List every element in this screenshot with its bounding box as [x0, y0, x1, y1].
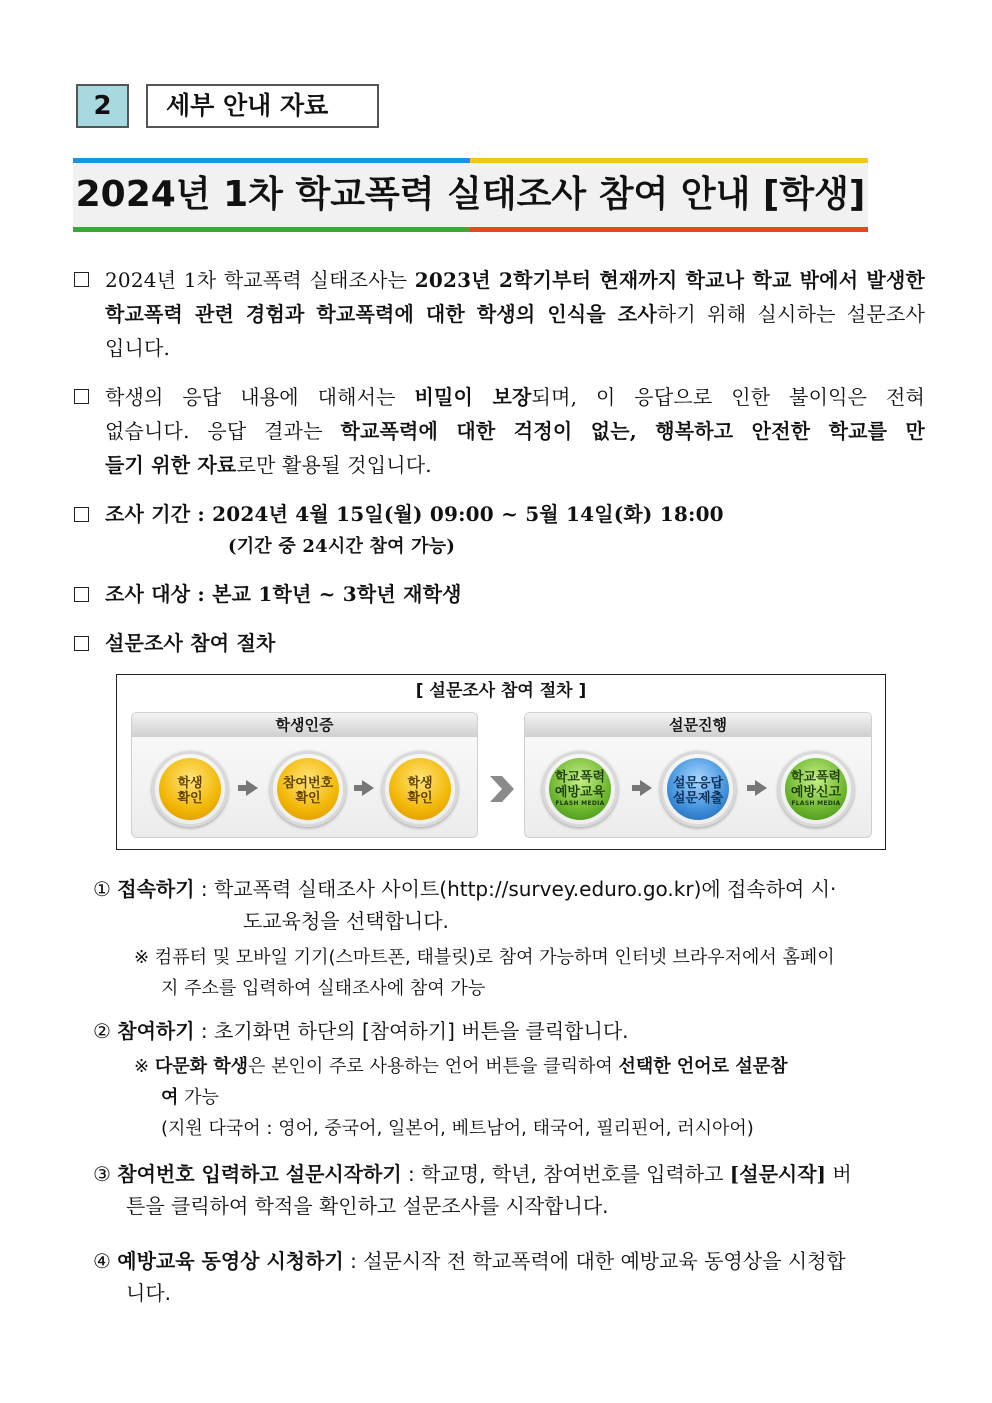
item-1-note: ※ 컴퓨터 및 모바일 기기(스마트폰, 태블릿)로 참여 가능하며 인터넷 브라우저에서 홈페이 지 주소를 입력하여 실태조사에 참여 가능	[134, 947, 835, 999]
item-1: ① 접속하기 : 학교폭력 실태조사 사이트(http://survey.eduro.go.kr)에 접속하여 시· 도교육청을 선택합니다.	[93, 877, 837, 933]
item-4: ④ 예방교육 동영상 시청하기 : 설문시작 전 학교폭력에 대한 예방교육 동영상을 시청합 니다.	[93, 1249, 846, 1305]
arrow-right-icon	[246, 780, 258, 796]
panel-heading: 설문진행	[525, 713, 871, 737]
step-student-confirm: 학생 확인	[382, 751, 458, 827]
title-bottom-bar	[73, 227, 868, 232]
chevron-right-icon	[486, 774, 516, 804]
survey-period-note: (기간 중 24시간 참여 가능)	[228, 536, 456, 557]
item-2: ② 참여하기 : 초기화면 하단의 [참여하기] 버튼을 클릭합니다.	[93, 1019, 629, 1043]
bullet-square-icon	[74, 636, 89, 651]
item-3: ③ 참여번호 입력하고 설문시작하기 : 학교명, 학년, 참여번호를 입력하고 [설문시작] 버 튼을 클릭하여 학적을 확인하고 설문조사를 시작합니다.	[93, 1162, 852, 1218]
bullet-1: 2024년 1차 학교폭력 실태조사는 2023년 2학기부터 현재까지 학교나 학교 밖에서 발생한 학교폭력 관련 경험과 학교폭력에 대한 학생의 인식을 조사하기 위해 실시하는 설문조사 입니다.	[105, 268, 925, 360]
step-student-check: 학생 확인	[152, 751, 228, 827]
section-number: 2	[76, 84, 129, 128]
bullet-square-icon	[74, 587, 89, 602]
arrow-right-icon	[755, 780, 767, 796]
bullet-square-icon	[74, 507, 89, 522]
diagram-title: [ 설문조사 참여 절차 ]	[415, 681, 587, 701]
step-survey-submit: 설문응답 설문제출	[660, 751, 736, 827]
bullet-square-icon	[74, 272, 89, 287]
step-prevention-education: 학교폭력 예방교육 FLASH MEDIA	[542, 751, 618, 827]
bullet-2: 학생의 응답 내용에 대해서는 비밀이 보장되며, 이 응답으로 인한 불이익은 전혀 없습니다. 응답 결과는 학교폭력에 대한 걱정이 없는, 행복하고 안전한 학교를 만 들기 위한 자료로만 활용될 것입니다.	[105, 385, 925, 477]
bullet-square-icon	[74, 389, 89, 404]
item-2-note: ※ 다문화 학생은 본인이 주로 사용하는 언어 버튼을 클릭하여 선택한 언어로 설문참 여 가능 (지원 다국어 : 영어, 중국어, 일본어, 베트남어, 태국어, 필리핀어, 러시아어)	[134, 1056, 788, 1139]
section-title: 세부 안내 자료	[146, 84, 379, 128]
survey-period: 조사 기간 : 2024년 4월 15일(월) 09:00 ~ 5월 14일(화) 18:00	[105, 502, 724, 526]
document-title: 2024년 1차 학교폭력 실태조사 참여 안내 [학생]	[75, 174, 866, 215]
procedure-heading: 설문조사 참여 절차	[105, 631, 276, 655]
arrow-right-icon	[640, 780, 652, 796]
step-prevention-report: 학교폭력 예방신고 FLASH MEDIA	[778, 751, 854, 827]
survey-target: 조사 대상 : 본교 1학년 ~ 3학년 재학생	[105, 582, 462, 606]
step-participation-number-check: 참여번호 확인	[270, 751, 346, 827]
arrow-right-icon	[362, 780, 374, 796]
panel-heading: 학생인증	[132, 713, 477, 737]
